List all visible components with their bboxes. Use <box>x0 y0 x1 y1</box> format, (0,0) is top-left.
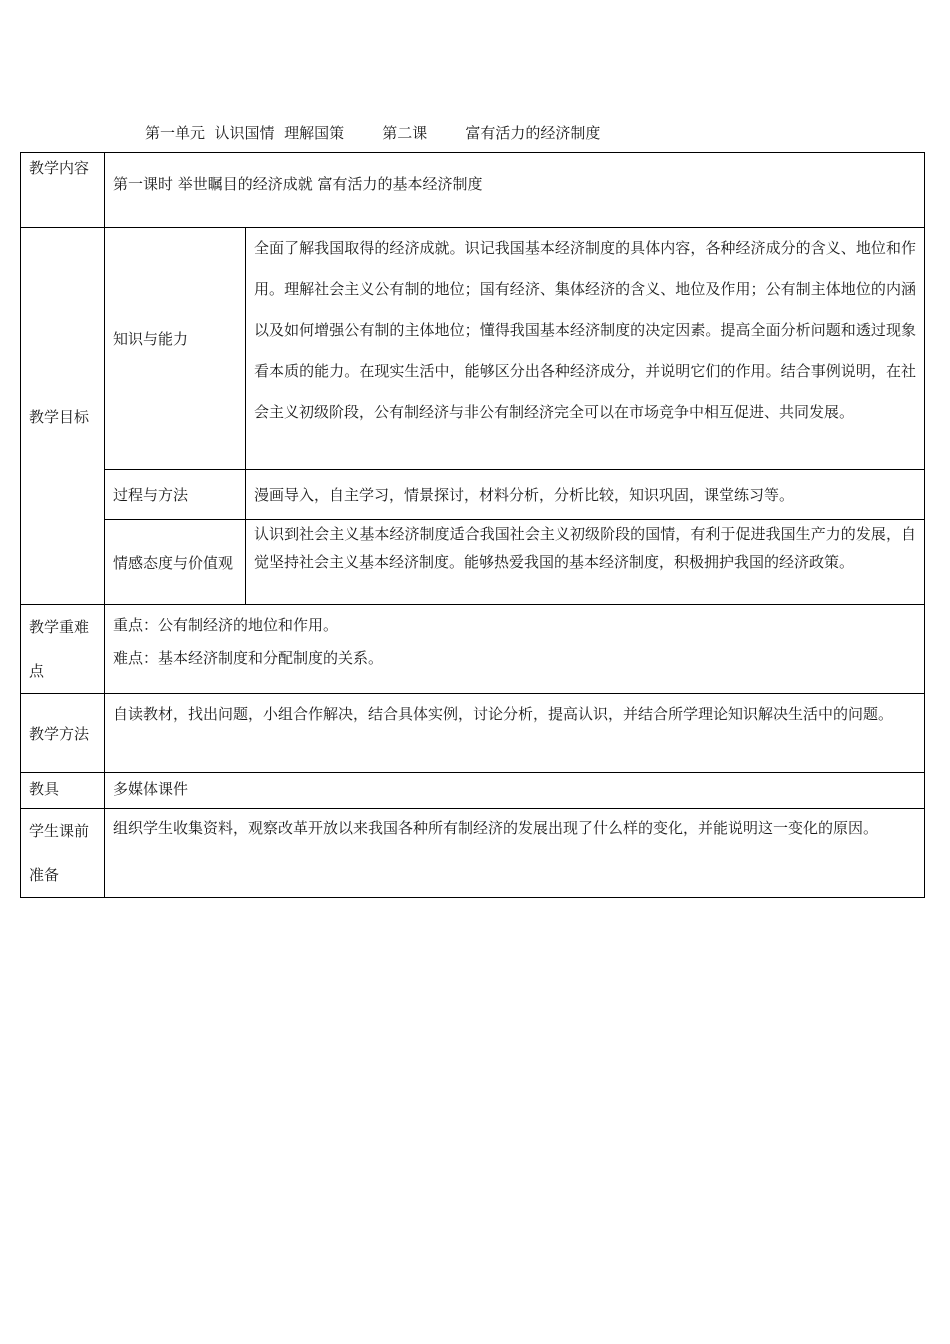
label-emotion: 情感态度与价值观 <box>105 520 246 605</box>
row-content <box>21 153 925 228</box>
difficult-point: 难点：基本经济制度和分配制度的关系。 <box>113 649 384 667</box>
value-knowledge: 全面了解我国取得的经济成就。识记我国基本经济制度的具体内容，各种经济成分的含义、地位和作用。理解社会主义公有制的地位；国有经济、集体经济的含义、地位及作用；公有制主体地位的内涵以及如何增强公有制的主体地位；懂得我国基本经济制度的决定因素。提高全面分析问题和透过现象看本质的能力。在现实生活中，能够区分出各种经济成分，并说明它们的作用。结合事例说明，在社会主义初级阶段，公有制经济与非公有制经济完全可以在市场竞争中相互促进、共同发展。 <box>246 228 925 470</box>
value-prep: 组织学生收集资料，观察改革开放以来我国各种所有制经济的发展出现了什么样的变化，并能说明这一变化的原因。 <box>105 809 925 898</box>
row-goals-emotion <box>21 520 925 605</box>
value-tools: 多媒体课件 <box>105 773 925 809</box>
label-process: 过程与方法 <box>105 470 246 520</box>
label-content: 教学内容 <box>21 153 105 228</box>
document-title: 第一单元 认识国情 理解国策 第二课 富有活力的经济制度 <box>145 124 601 142</box>
label-tools: 教具 <box>21 773 105 809</box>
value-content: 第一课时 举世瞩目的经济成就 富有活力的基本经济制度 <box>105 153 925 228</box>
lesson-plan-table <box>20 152 925 898</box>
label-prep: 学生课前准备 <box>21 809 105 898</box>
row-method <box>21 694 925 773</box>
row-goals-knowledge <box>21 228 925 470</box>
value-method: 自读教材，找出问题，小组合作解决，结合具体实例，讨论分析，提高认识，并结合所学理论知识解决生活中的问题。 <box>105 694 925 773</box>
label-knowledge: 知识与能力 <box>105 228 246 470</box>
row-tools <box>21 773 925 809</box>
value-emotion: 认识到社会主义基本经济制度适合我国社会主义初级阶段的国情，有利于促进我国生产力的发展，自觉坚持社会主义基本经济制度。能够热爱我国的基本经济制度，积极拥护我国的经济政策。 <box>246 520 925 605</box>
value-keypoints <box>105 605 925 694</box>
label-goals: 教学目标 <box>21 228 105 605</box>
row-prep <box>21 809 925 898</box>
label-keypoints: 教学重难点 <box>21 605 105 694</box>
value-process: 漫画导入，自主学习，情景探讨，材料分析，分析比较，知识巩固，课堂练习等。 <box>246 470 925 520</box>
row-goals-process <box>21 470 925 520</box>
label-method: 教学方法 <box>21 694 105 773</box>
key-point: 重点：公有制经济的地位和作用。 <box>113 616 339 634</box>
row-keypoints <box>21 605 925 694</box>
